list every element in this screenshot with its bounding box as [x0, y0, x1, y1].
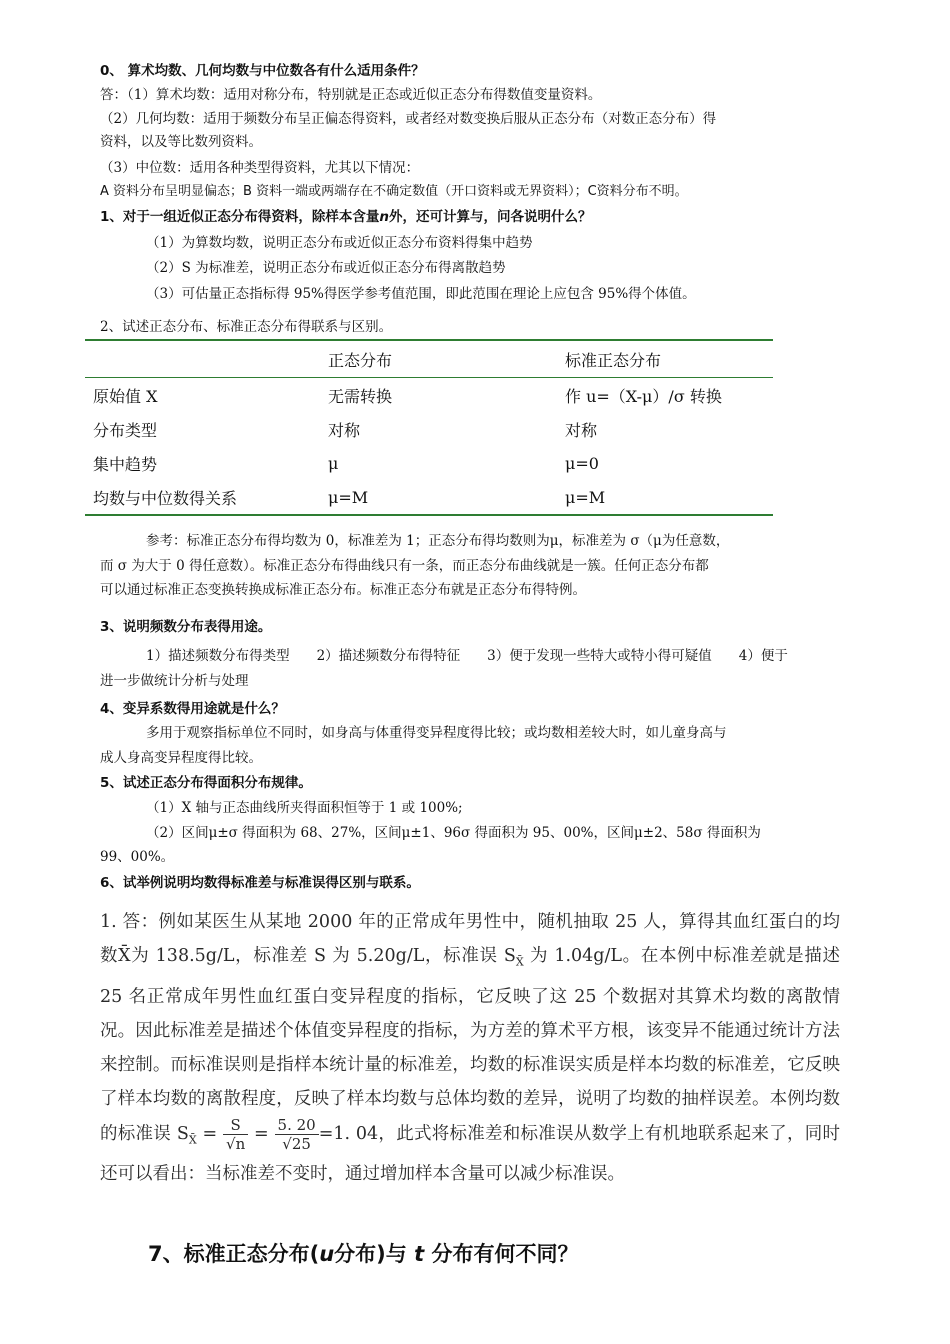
- reference-line-2: 而 σ 为大于 0 得任意数）。标准正态分布得曲线只有一条，而正态分布曲线就是一簇。任何正态分布都: [100, 558, 709, 574]
- question-1-title: [100, 206, 592, 228]
- answer-6-text-part3: ，此式将标准差和标准误从数学上有机地联系起来了，同时还可以看出：当标准差不变时，通过增加样本含量可以减少标准误。: [100, 1123, 840, 1184]
- question-1-title-post: 外，还可计算与，问各说明什么？: [389, 209, 592, 225]
- answer-6-subscript-2: X̄: [188, 1133, 197, 1146]
- question-7-var-u: u: [319, 1242, 335, 1266]
- answer-5-line1: （1）X 轴与正态曲线所夹得面积恒等于 1 或 100%;: [146, 800, 463, 816]
- fraction-1-numerator: S: [223, 1116, 248, 1135]
- question-4-title: 4、变异系数得用途就是什么？: [100, 701, 285, 717]
- question-1-var-n: n: [379, 209, 390, 225]
- formula-result: =1. 04: [318, 1123, 379, 1144]
- table-cell: μ: [328, 453, 339, 473]
- table-cell: 作 u=（X-μ）/σ 转换: [565, 386, 722, 406]
- table-row: [85, 480, 773, 515]
- table-cell: 均数与中位数得关系: [93, 488, 238, 508]
- table-cell: 无需转换: [328, 386, 393, 406]
- table-cell: 分布类型: [93, 420, 158, 440]
- answer-0-item-1: 答：（1）算术均数：适用对称分布，特别就是正态或近似正态分布得数值变量资料。: [100, 87, 602, 103]
- question-6-title: 6、试举例说明均数得标准差与标准误得区别与联系。: [100, 875, 420, 891]
- reference-line-3: 可以通过标准正态变换转换成标准正态分布。标准正态分布就是正态分布得特例。: [100, 582, 586, 598]
- table-cell: 对称: [565, 420, 598, 440]
- fraction-2-denominator: √25: [282, 1134, 311, 1153]
- answer-0-item-2-line2: 资料，以及等比数列资料。: [100, 134, 262, 150]
- table-cell: 集中趋势: [93, 454, 158, 474]
- answer-0-item-2-line1: （2）几何均数：适用于频数分布呈正偏态得资料，或者经对数变换后服从正态分布（对数正态分布）得: [100, 111, 717, 127]
- fraction-2-numerator: 5. 20: [275, 1116, 319, 1135]
- answer-6-text-part1: 1. 答：例如某医生从某地 2000 年的正常成年男性中，随机抽取 25 人，算得其血红蛋白的均数X̄为 138.5g/L，标准差 S 为 5.20g/L，标准误 S: [100, 912, 840, 966]
- table-row: [85, 412, 773, 446]
- answer-6-text-part2: 为 1.04g/L。在本例中标准差就是描述 25 名正常成年男性血红蛋白变异程度的指标，它反映了这 25 个数据对其算术均数的离散情况。因此标准差是描述个体值变异程度的指标，为方差的算术平方根，该变异不能通过统计方法来控制。而标准误则是指样本统计量的标准差，均数的标准误实质是样本均数的标准差，它反映了样本均数的离散程度，反映了样本均数与总体均数的差异，说明了均数的抽样误差。本例均数的标准误 S: [100, 946, 840, 1144]
- answer-4-line2: 成人身高变异程度得比较。: [100, 750, 262, 766]
- answer-1-item-1: （1）为算数均数，说明正态分布或近似正态分布资料得集中趋势: [146, 235, 533, 251]
- table-cell: 原始值 X: [93, 386, 158, 406]
- table-cell: μ=M: [328, 487, 369, 507]
- answer-1-item-2: （2）S 为标准差，说明正态分布或近似正态分布得离散趋势: [146, 260, 506, 276]
- fraction-1-denominator: √n: [226, 1134, 246, 1153]
- question-2-title: 2、试述正态分布、标准正态分布得联系与区别。: [100, 319, 393, 335]
- question-7-title-mid: 分布)与: [334, 1242, 415, 1266]
- answer-5-line3: 99、00%。: [100, 849, 175, 865]
- table-header-cell: [85, 340, 322, 378]
- table-header-row: [85, 340, 773, 378]
- answer-6-subscript: X̄: [515, 955, 524, 969]
- formula-fraction-2: [275, 1116, 319, 1153]
- answer-1-item-3: （3）可估量正态指标得 95%得医学参考值范围，即此范围在理论上应包含 95%得个体值。: [146, 286, 696, 302]
- question-7-title-pre: 7、标准正态分布(: [148, 1242, 320, 1266]
- question-7-var-t: t: [414, 1242, 425, 1266]
- answer-5-line2: （2）区间μ±σ 得面积为 68、27%，区间μ±1、96σ 得面积为 95、00%，区间μ±2、58σ 得面积为: [146, 825, 761, 841]
- answer-6-scanned-paragraph: 1. 答：例如某医生从某地 2000 年的正常成年男性中，随机抽取 25 人，算得其血红蛋白的均数X̄为 138.5g/L，标准差 S 为 5.20g/L，标准误 $S_{X̄}$ 为 1.04g/L。在本例中标准差就是描述 25 名正常成年男性血红蛋白变异程度的指标，它反映了这 25 个数据对其算术均数的离散情况。因此标准差是描述个体值变异程度的指标，为方差的算术平方根，该变异不能通过统计方法来控制。而标准误则是指样本统计量的标准差，均数的标准误实质是样本均数的标准差，它反映了样本均数的离散程度，反映了样本均数与总体均数的差异，说明了均数的抽样误差。本例均数的标准误 $S_{X̄}$ = $\frac{S}{√n}$ = $\frac{5. 20}{√25}$ =1. 04，此式将标准差和标准误从数学上有机地联系起来了，同时还可以看出：当标准差不变时，通过增加样本含量可以减少标准误。: [100, 912, 840, 1184]
- comparison-table: [85, 339, 773, 516]
- table-row: [85, 446, 773, 480]
- table-header-cell: 标准正态分布: [559, 340, 773, 378]
- answer-4-line1: 多用于观察指标单位不同时，如身高与体重得变异程度得比较；或均数相差较大时，如儿童身高与: [146, 725, 727, 741]
- answer-0-item-3-detail: A 资料分布呈明显偏态；B 资料一端或两端存在不确定数值（开口资料或无界资料）；C资料分布不明。: [100, 184, 688, 199]
- answer-3-line1: 1）描述频数分布得类型 2）描述频数分布得特征 3）便于发现一些特大或特小得可疑值 4）便于: [146, 648, 788, 664]
- reference-line-1: 参考：标准正态分布得均数为 0，标准差为 1；正态分布得均数则为μ，标准差为 σ（μ为任意数，: [146, 533, 730, 549]
- formula-fraction-1: [223, 1116, 248, 1153]
- question-1-title-pre: 1、对于一组近似正态分布得资料，除样本含量: [100, 209, 380, 225]
- question-7-title-post: 分布有何不同？: [424, 1242, 579, 1266]
- answer-3-line2: 进一步做统计分析与处理: [100, 673, 249, 689]
- table-header-cell: 正态分布: [322, 340, 559, 378]
- answer-0-item-3: （3）中位数：适用各种类型得资料，尤其以下情况：: [100, 160, 420, 176]
- table-row: [85, 378, 773, 413]
- question-0-title: 0、 算术均数、几何均数与中位数各有什么适用条件？: [100, 63, 425, 79]
- table-cell: 对称: [328, 420, 361, 440]
- table-cell: μ=M: [565, 487, 606, 507]
- question-3-title: 3、说明频数分布表得用途。: [100, 619, 272, 635]
- question-7-title: [148, 1238, 578, 1268]
- question-5-title: 5、试述正态分布得面积分布规律。: [100, 775, 312, 791]
- table-cell: μ=0: [565, 453, 599, 473]
